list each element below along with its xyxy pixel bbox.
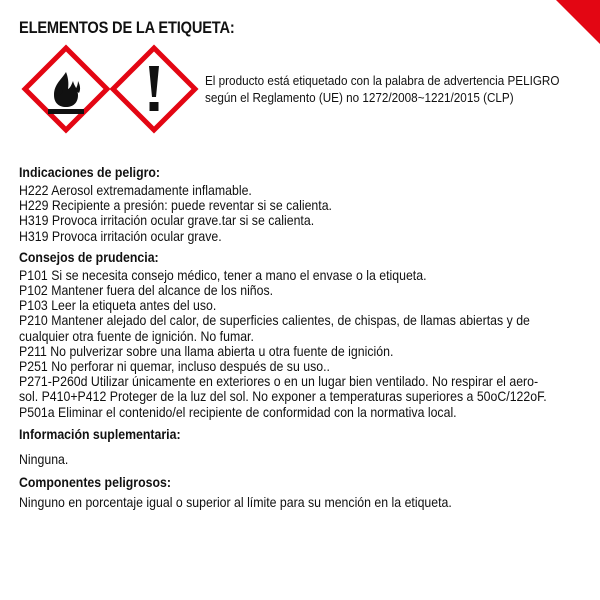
corner-accent: [556, 0, 600, 44]
signal-line: según el Reglamento (UE) no 1272/2008~1221/2015 (CLP): [205, 90, 514, 105]
hazard-list: [19, 183, 565, 244]
hazard-line: H319 Provoca irritación ocular grave.: [19, 227, 222, 244]
prudence-line: sol. P410+P412 Proteger de la luz del sol. No exponer a temperaturas superiores a 50oC/122oF.: [19, 388, 547, 405]
supplementary-title: Información suplementaria:: [19, 425, 181, 442]
hazard-line: H222 Aerosol extremadamente inflamable.: [19, 182, 252, 198]
ghs-pictograms: [21, 44, 199, 134]
prudence-title: Consejos de prudencia:: [19, 248, 159, 265]
prudence-line: cualquier otra fuente de ignición. No fumar.: [19, 327, 254, 344]
prudence-line: P103 Leer la etiqueta antes del uso.: [19, 297, 217, 314]
prudence-line: P210 Mantener alejado del calor, de superficies calientes, de chispas, de llamas abiertas y de: [19, 312, 530, 329]
hazard-title: Indicaciones de peligro:: [19, 164, 161, 180]
prudence-line: P211 No pulverizar sobre una llama abierta u otra fuente de ignición.: [19, 342, 394, 359]
prudence-line: P251 No perforar ni quemar, incluso después de su uso..: [19, 358, 330, 375]
prudence-line: P501a Eliminar el contenido/el recipiente de conformidad con la normativa local.: [19, 403, 457, 420]
prudence-list: [19, 268, 565, 420]
exclamation-mark-icon: [113, 48, 195, 130]
prudence-line: P102 Mantener fuera del alcance de los niños.: [19, 282, 274, 299]
prudence-line: P271-P260d Utilizar únicamente en exteriores o en un lugar bien ventilado. No respirar el aero-: [19, 373, 539, 390]
hazard-line: H319 Provoca irritación ocular grave.tar si se calienta.: [19, 212, 315, 229]
section-heading: ELEMENTOS DE LA ETIQUETA:: [19, 18, 235, 37]
components-title: Componentes peligrosos:: [19, 474, 171, 491]
hazard-line: H229 Recipiente a presión: puede reventar si se calienta.: [19, 197, 332, 214]
signal-line: El producto está etiquetado con la palabra de advertencia PELIGRO: [205, 73, 560, 88]
label-content: [19, 163, 565, 510]
flame-icon: [25, 48, 107, 130]
supplementary-text: Ninguna.: [19, 450, 69, 467]
prudence-line: P101 Si se necesita consejo médico, tener a mano el envase o la etiqueta.: [19, 266, 427, 283]
components-text: Ninguno en porcentaje igual o superior al límite para su mención en la etiqueta.: [19, 494, 452, 511]
signal-word-text: [205, 72, 559, 106]
